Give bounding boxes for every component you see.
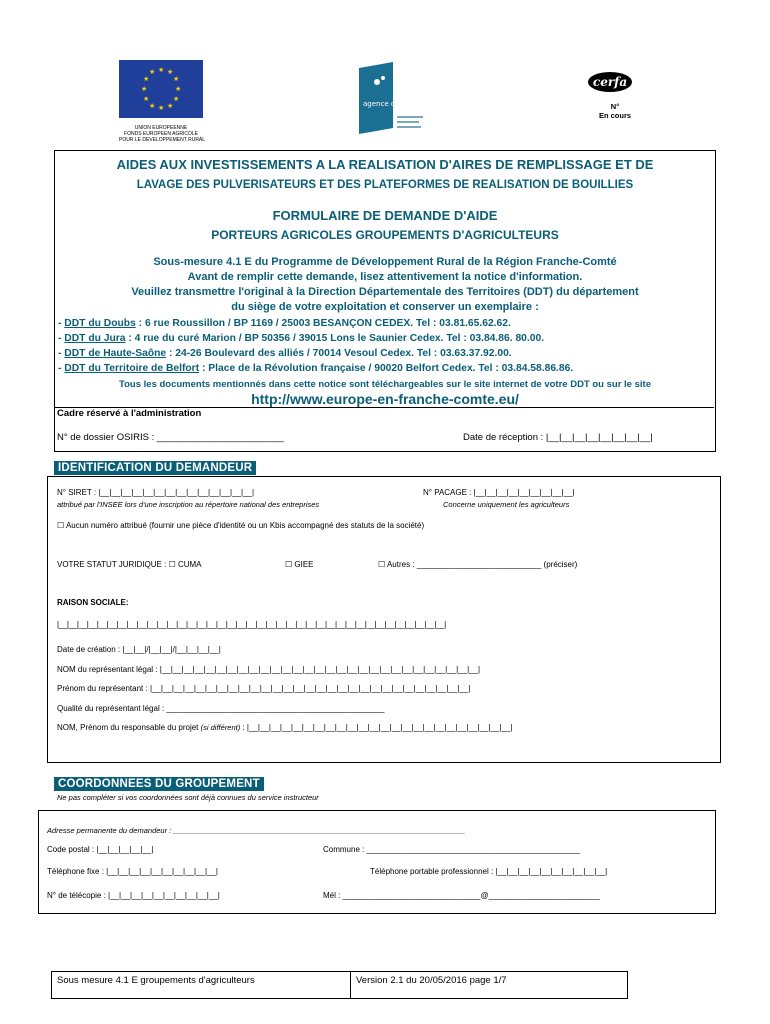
footer-left: Sous mesure 4.1 E groupements d'agriculteurs: [57, 975, 255, 986]
svg-text:★: ★: [149, 102, 156, 110]
telephone-portable-field[interactable]: Téléphone portable professionnel : |__|__|__|__|__|__|__|__|__|__|: [370, 867, 608, 876]
intro-line-2: Avant de remplir cette demande, lisez attentivement la notice d'information.: [187, 271, 583, 283]
agence-eau-logo: [355, 62, 425, 134]
svg-text:★: ★: [143, 75, 150, 83]
svg-text:★: ★: [141, 85, 148, 93]
svg-text:★: ★: [167, 102, 174, 110]
ddt-item: - DDT de Haute-Saône : 24-26 Boulevard des alliés / 70014 Vesoul Cedex. Tel : 03.63.37.92.00.: [58, 348, 512, 359]
ddt-link[interactable]: DDT du Doubs: [64, 318, 136, 329]
mel-field[interactable]: Mél : _______________________________@_________________________: [323, 891, 600, 900]
title-line-3: FORMULAIRE DE DEMANDE D'AIDE: [272, 208, 498, 223]
eu-flag-icon: [119, 60, 203, 118]
cerfa-logo: [588, 72, 638, 120]
svg-text:★: ★: [173, 75, 180, 83]
telecopie-field[interactable]: N° de télécopie : |__|__|__|__|__|__|__|__|__|__|: [47, 891, 220, 900]
ddt-item: - DDT du Territoire de Belfort : Place de la Révolution française / 90020 Belfort Cedex. Tel : 03.84.58.86.86.: [58, 363, 574, 374]
responsable-projet-field[interactable]: NOM, Prénom du responsable du projet (si différent) : |__|__|__|__|__|__|__|__|__|__|__|__|__|__|__|__|__|__|__|__|__|__|__|__|: [57, 723, 513, 732]
statut-cuma-checkbox[interactable]: VOTRE STATUT JURIDIQUE : ☐ CUMA: [57, 560, 202, 569]
commune-field[interactable]: Commune : ________________________________________________: [323, 845, 581, 854]
svg-text:agence de l'eau: agence de l'eau: [363, 100, 419, 108]
ddt-link[interactable]: DDT de Haute-Saône: [64, 348, 167, 359]
qualite-representant-field[interactable]: Qualité du représentant légal : _________________________________________________: [57, 704, 385, 713]
intro-line-4: du siège de votre exploitation et conserver un exemplaire :: [231, 301, 539, 313]
reception-date-field[interactable]: Date de réception : |__|__|__|__|__|__|__|__|: [463, 432, 653, 443]
autres-checkbox[interactable]: ☐ Autres : ____________________________ (préciser): [378, 560, 578, 569]
osiris-field[interactable]: N° de dossier OSIRIS : ________________________: [57, 432, 284, 443]
svg-text:★: ★: [149, 68, 156, 76]
site-url[interactable]: http://www.europe-en-franche-comte.eu/: [251, 391, 519, 407]
ddt-item: - DDT du Doubs : 6 rue Roussillon / BP 1169 / 25003 BESANÇON CEDEX. Tel : 03.81.65.62.62.: [58, 318, 511, 329]
title-line-1: AIDES AUX INVESTISSEMENTS A LA REALISATION D'AIRES DE REMPLISSAGE ET DE: [116, 157, 654, 172]
svg-text:★: ★: [143, 95, 150, 103]
ddt-item: - DDT du Jura : 4 rue du curé Marion / BP 50356 / 39015 Lons le Saunier Cedex. Tel : 03.84.86. 80.00.: [58, 333, 545, 344]
raison-sociale-field[interactable]: |__|__|__|__|__|__|__|__|__|__|__|__|__|__|__|__|__|__|__|__|__|__|__|__|__|__|__|__|__|__|__|__|__|__|__|__|__|__|__|: [57, 620, 446, 629]
svg-text:★: ★: [173, 95, 180, 103]
cerfa-number: N°: [610, 102, 620, 111]
code-postal-field[interactable]: Code postal : |__|__|__|__|__|: [47, 845, 154, 854]
svg-text:★: ★: [175, 85, 182, 93]
admin-title: Cadre réservé à l'administration: [57, 408, 202, 419]
svg-text:★: ★: [167, 68, 174, 76]
agence-eau-icon: [355, 62, 425, 134]
nom-representant-field[interactable]: NOM du représentant légal : |__|__|__|__|__|__|__|__|__|__|__|__|__|__|__|__|__|__|__|__|__|__|__|__|__|__|__|__|__|: [57, 665, 481, 674]
identification-title: IDENTIFICATION DU DEMANDEUR: [54, 461, 256, 475]
pacage-field[interactable]: N° PACAGE : |__|__|__|__|__|__|__|__|__|: [423, 488, 575, 497]
intro-line-3: Veuillez transmettre l'original à la Direction Départementale des Territoires (DDT) du département: [131, 286, 639, 298]
svg-text:★: ★: [158, 104, 165, 112]
ddt-list: [58, 316, 573, 376]
title-line-4: PORTEURS AGRICOLES GROUPEMENTS D'AGRICULTEURS: [211, 228, 559, 242]
cerfa-status: En cours: [598, 111, 632, 120]
pacage-note: Concerne uniquement les agriculteurs: [443, 500, 570, 509]
giee-checkbox[interactable]: ☐ GIEE: [285, 560, 314, 569]
creation-date-field[interactable]: Date de création : |__|__|/|__|__|/|__|__|__|__|: [57, 645, 221, 654]
siret-field[interactable]: N° SIRET : |__|__|__|__|__|__|__|__|__|__|__|__|__|__|: [57, 488, 255, 497]
siret-note: attribué par l'INSEE lors d'une inscription au répertoire national des entreprises: [57, 500, 320, 509]
ddt-link[interactable]: DDT du Territoire de Belfort: [64, 363, 200, 374]
no-number-checkbox[interactable]: ☐ Aucun numéro attribué (fournir une pièce d'identité ou un Kbis accompagné des statuts de la société): [57, 521, 425, 530]
eu-caption: UNION EUROPEENNE FONDS EUROPEEN AGRICOLE POUR LE DEVELOPPEMENT RURAL: [119, 125, 206, 143]
footer-right: Version 2.1 du 20/05/2016 page 1/7: [356, 975, 507, 986]
intro-line-1: Sous-mesure 4.1 E du Programme de Développement Rural de la Région Franche-Comté: [153, 256, 617, 268]
title-line-2: LAVAGE DES PULVERISATEURS ET DES PLATEFORMES DE REALISATION DE BOUILLIES: [136, 179, 634, 191]
footer-divider: [350, 971, 351, 999]
ddt-link[interactable]: DDT du Jura: [64, 333, 126, 344]
telephone-fixe-field[interactable]: Téléphone fixe : |__|__|__|__|__|__|__|__|__|__|: [47, 867, 218, 876]
adresse-field[interactable]: Adresse permanente du demandeur : ______________________________________________________________________: [47, 826, 466, 835]
coordonnees-title: COORDONNEES DU GROUPEMENT: [54, 777, 264, 791]
svg-text:★: ★: [158, 66, 165, 74]
cerfa-badge: cerfa: [588, 72, 632, 92]
prenom-representant-field[interactable]: Prénom du représentant : |__|__|__|__|__|__|__|__|__|__|__|__|__|__|__|__|__|__|__|__|__|__|__|__|__|__|__|__|__|: [57, 684, 471, 693]
raison-sociale-label: RAISON SOCIALE:: [57, 598, 129, 607]
eu-logo: [119, 60, 206, 143]
download-note: Tous les documents mentionnés dans cette notice sont téléchargeables sur le site internet de votre DDT ou sur le site: [119, 379, 651, 390]
coordonnees-note: Ne pas compléter si vos coordonnées sont déjà connues du service instructeur: [57, 793, 319, 802]
